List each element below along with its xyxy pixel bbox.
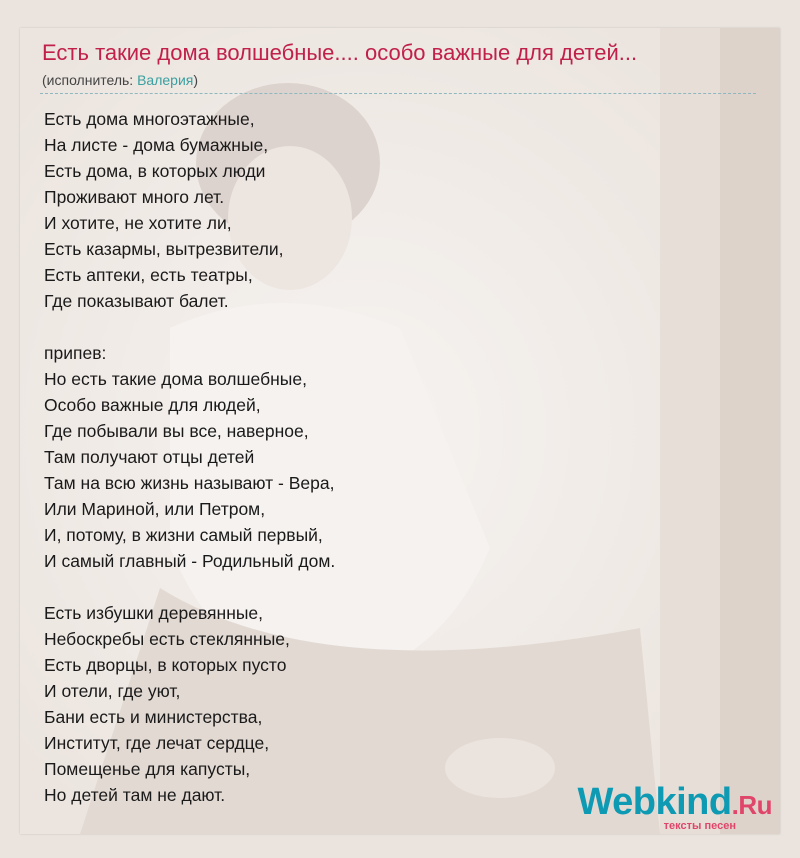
lyric-line: Бани есть и министерства,: [44, 707, 263, 727]
lyrics-text: [44, 106, 335, 834]
lyric-line: Там на всю жизнь называют - Вера,: [44, 473, 335, 493]
logo-main-text: Webkind: [577, 781, 732, 823]
divider: [40, 93, 756, 94]
verse-2: [44, 600, 335, 808]
artist-link[interactable]: Валерия: [137, 72, 194, 88]
lyric-line: И, потому, в жизни самый первый,: [44, 525, 323, 545]
lyric-line: И самый главный - Родильный дом.: [44, 551, 336, 571]
lyric-line: Или Мариной, или Петром,: [44, 499, 266, 519]
lyric-line: Есть дома многоэтажные,: [44, 109, 255, 129]
lyric-line: И отели, где уют,: [44, 681, 181, 701]
lyric-line: Там получают отцы детей: [44, 447, 255, 467]
logo-wordmark: [577, 783, 772, 824]
lyric-line: Есть дворцы, в которых пусто: [44, 655, 287, 675]
artist-suffix: ): [193, 72, 199, 88]
lyric-line: Особо важные для людей,: [44, 395, 261, 415]
lyric-line: Есть казармы, вытрезвители,: [44, 239, 284, 259]
verse-1: [44, 106, 335, 314]
logo-tagline: тексты песен: [663, 820, 736, 832]
lyric-line: Помещенье для капусты,: [44, 759, 251, 779]
lyric-line: Институт, где лечат сердце,: [44, 733, 270, 753]
site-logo[interactable]: [577, 783, 772, 832]
lyrics-card: [20, 28, 780, 834]
lyric-line: Есть избушки деревянные,: [44, 603, 264, 623]
lyric-line: Но детей там не дают.: [44, 785, 226, 805]
lyric-line: На листе - дома бумажные,: [44, 135, 269, 155]
lyric-line: Где показывают балет.: [44, 291, 229, 311]
lyric-line: Есть аптеки, есть театры,: [44, 265, 253, 285]
lyric-line: И хотите, не хотите ли,: [44, 213, 232, 233]
logo-suffix: .Ru: [731, 790, 772, 820]
lyric-line: Где побывали вы все, наверное,: [44, 421, 309, 441]
artist-line: [42, 72, 198, 88]
lyric-line: Проживают много лет.: [44, 187, 225, 207]
lyric-line: Небоскребы есть стеклянные,: [44, 629, 290, 649]
chorus: [44, 340, 335, 574]
artist-prefix: (исполнитель:: [42, 72, 138, 88]
lyric-line: Есть дома, в которых люди: [44, 161, 266, 181]
chorus-label: припев:: [44, 343, 107, 363]
song-title: Есть такие дома волшебные.... особо важные для детей...: [42, 40, 638, 65]
lyric-line: Но есть такие дома волшебные,: [44, 369, 307, 389]
